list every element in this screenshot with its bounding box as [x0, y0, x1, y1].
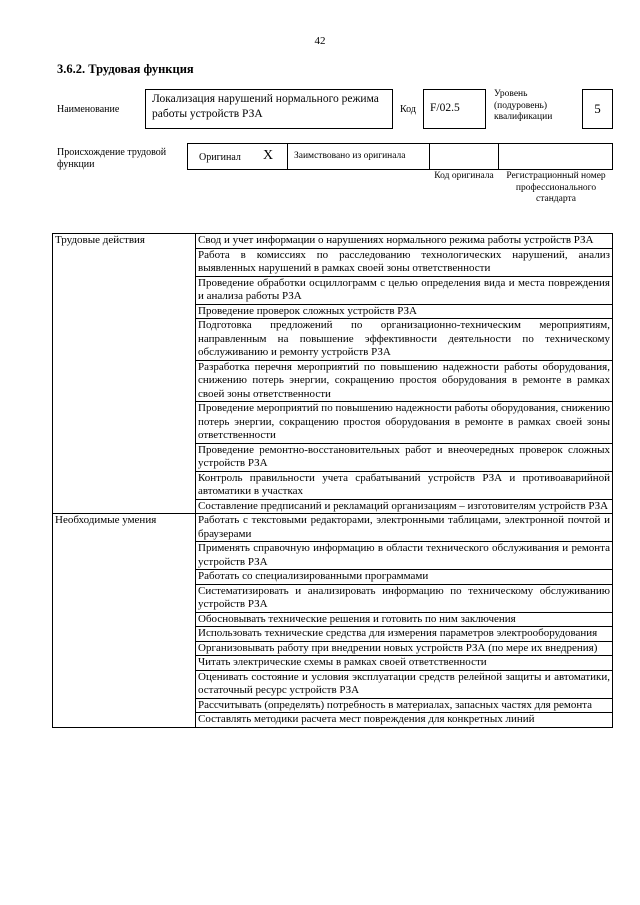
item-cell: Читать электрические схемы в рамках своей ответственности — [196, 656, 613, 671]
item-cell: Оценивать состояние и условия эксплуатации средств релейной защиты и автоматики, остаточный ресурс устройств РЗА — [196, 670, 613, 698]
item-cell: Обосновывать технические решения и готовить по ним заключения — [196, 612, 613, 627]
page-number: 42 — [314, 35, 326, 47]
level-label: Уровень (подуровень) квалификации — [494, 89, 553, 122]
original-cell — [187, 143, 288, 170]
function-name-field: Локализация нарушений нормального режима работы устройств РЗА — [145, 89, 393, 129]
item-cell: Систематизировать и анализировать информацию по техническому обслуживанию устройств РЗА — [196, 584, 613, 612]
item-cell: Составлять методики расчета мест повреждения для конкретных линий — [196, 713, 613, 728]
item-cell: Использовать технические средства для измерения параметров электрооборудования — [196, 627, 613, 642]
name-label: Наименование — [57, 104, 120, 115]
borrowed-label: Заимствовано из оригинала — [294, 151, 406, 161]
table-row — [53, 514, 613, 542]
item-cell: Проведение ремонтно-восстановительных работ и внеочередных проверок сложных устройств РЗА — [196, 443, 613, 471]
item-cell: Работать со специализированными программами — [196, 570, 613, 585]
item-cell: Рассчитывать (определять) потребность в материалах, запасных частях для ремонта — [196, 698, 613, 713]
item-cell: Свод и учет информации о нарушениях нормального режима работы устройств РЗА — [196, 234, 613, 249]
original-label: Оригинал — [199, 152, 241, 163]
category-cell: Необходимые умения — [53, 514, 196, 728]
item-cell: Проведение мероприятий по повышению надежности работы оборудования, снижению потерь энергии, сокращению простоя оборудования в ремонте в рамках своей зоны ответственности — [196, 402, 613, 444]
section-heading: 3.6.2. Трудовая функция — [57, 62, 194, 76]
origin-label: Происхождение трудовой функции — [57, 147, 167, 170]
function-table — [52, 233, 613, 728]
item-cell: Работа в комиссиях по расследованию технологических нарушений, анализ выявленных нарушений в рамках своей зоны ответственности — [196, 248, 613, 276]
original-code-cell — [429, 143, 499, 170]
table-row — [53, 234, 613, 249]
code-field: F/02.5 — [423, 89, 486, 129]
item-cell: Организовывать работу при внедрении новых устройств РЗА (по мере их внедрения) — [196, 641, 613, 656]
code-caption: Код оригинала — [434, 171, 494, 181]
item-cell: Работать с текстовыми редакторами, электронными таблицами, электронной почтой и браузерами — [196, 514, 613, 542]
category-cell: Трудовые действия — [53, 234, 196, 514]
item-cell: Применять справочную информацию в области технического обслуживания и ремонта устройств РЗА — [196, 542, 613, 570]
level-field: 5 — [582, 89, 613, 129]
item-cell: Контроль правильности учета срабатываний устройств РЗА и противоаварийной автоматики в участках — [196, 471, 613, 499]
borrowed-cell — [287, 143, 430, 170]
item-cell: Проведение обработки осциллограмм с целью определения вида и места повреждения и анализа работы РЗА — [196, 276, 613, 304]
item-cell: Подготовка предложений по организационно-техническим мероприятиям, направленным на повышение эффективности деятельности по техническому обслуживанию и ремонту устройств РЗА — [196, 319, 613, 361]
original-mark: X — [263, 148, 274, 163]
registration-number-cell — [498, 143, 613, 170]
item-cell: Составление предписаний и рекламаций организациям – изготовителям устройств РЗА — [196, 499, 613, 514]
item-cell: Проведение проверок сложных устройств РЗА — [196, 304, 613, 319]
registration-caption: Регистрационный номер профессионального стандарта — [506, 171, 606, 204]
code-label: Код — [400, 104, 416, 115]
item-cell: Разработка перечня мероприятий по повышению надежности работы оборудования, снижению потерь энергии, сокращению простоя оборудования в ремонте в рамках своей зоны ответственности — [196, 360, 613, 402]
